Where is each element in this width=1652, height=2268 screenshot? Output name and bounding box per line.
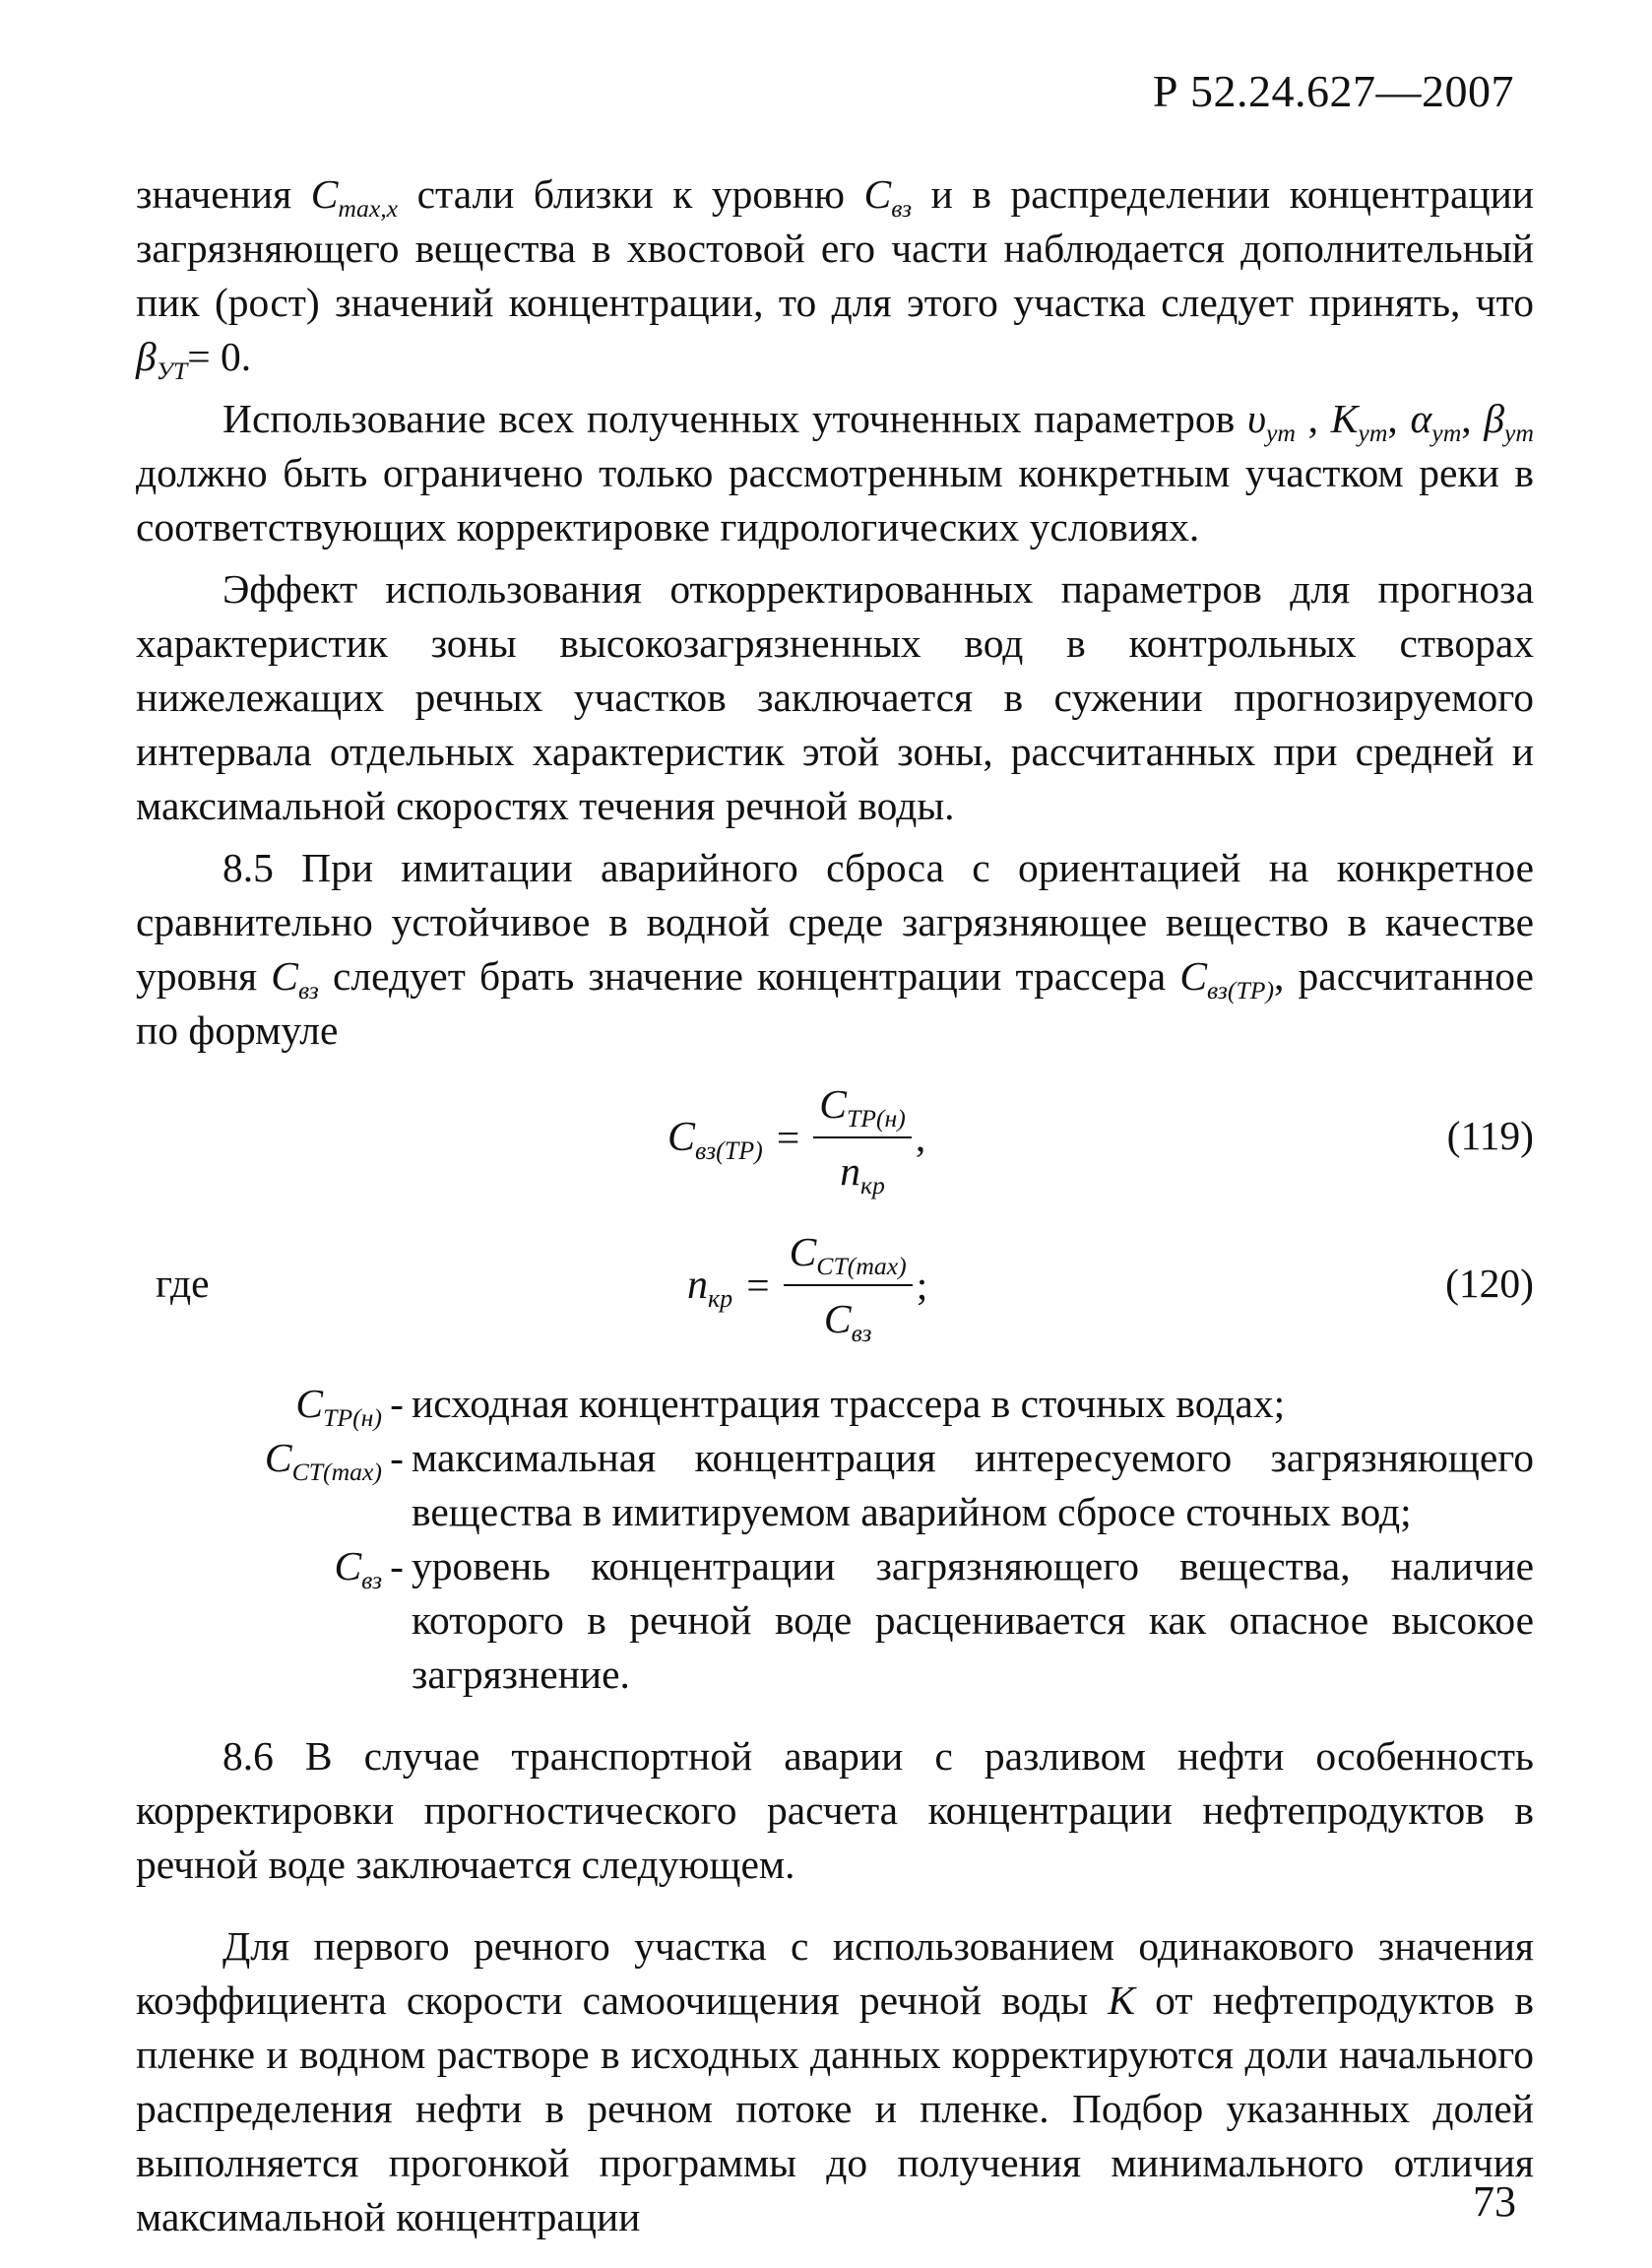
formula-120 [136, 1211, 1534, 1369]
symbol-c-vz: $C_{вз}$ [271, 953, 319, 1004]
symbol-v-ut: $\upsilon_{ут}$ [1246, 396, 1296, 447]
text-run: и в распределении концентрации загрязняющего вещества в хвостовой его части наблюдается дополнительный пик (рост) значений концентрации, то для этого участка следует принять, что [136, 171, 1534, 325]
definition-item [136, 1539, 1534, 1702]
symbol-c-vz: $C_{вз}$ [863, 171, 913, 223]
symbol-c-max-x: $C_{max,x}$ [310, 171, 399, 223]
fraction-denominator: $n_{кр}$ [840, 1148, 885, 1199]
definition-symbol: $C_{СТ(max)}$ [264, 1435, 382, 1486]
where-label: где [156, 1261, 210, 1306]
text-run: , [1461, 396, 1485, 441]
symbol-k: K [1108, 1977, 1135, 2023]
definition-text: максимальная концентрация интересуемого загрязняющего вещества в имитируемом аварийном сбросе сточных вод; [412, 1435, 1534, 1534]
paragraph-parameters-usage [136, 392, 1534, 554]
fraction-numerator: $C_{ТР(н)}$ [813, 1075, 912, 1138]
definition-text: исходная концентрация трассера в сточных водах; [412, 1381, 1286, 1426]
equals-sign: = [746, 1262, 770, 1308]
symbol-k-ut: $K_{ут}$ [1330, 396, 1388, 447]
page-number: 73 [1473, 2177, 1516, 2226]
paragraph-section-8-6: 8.6 В случае транспортной аварии с разливом нефти особенность корректировки прогностического расчета концентрации нефтепродуктов в речной воде заключается следующем. [136, 1733, 1534, 1887]
symbol-alpha-ut: $\alpha_{ут}$ [1410, 396, 1462, 447]
definition-item [136, 1377, 1534, 1431]
text-run: должно быть ограничено только рассмотренным конкретным участком реки в соответствующих корректировке гидрологических условиях. [136, 450, 1534, 550]
text-run: стали близки к уровню [398, 171, 864, 217]
definition-dash: - [390, 1381, 404, 1426]
paragraph-continuation [136, 167, 1534, 384]
equation-number: (119) [1446, 1113, 1534, 1158]
fraction-numerator: $C_{СТ(max)}$ [784, 1223, 913, 1286]
symbol-definitions [136, 1377, 1534, 1702]
standard-code: Р 52.24.627—2007 [1152, 66, 1514, 116]
text-run: = 0. [187, 334, 252, 379]
definition-dash: - [390, 1435, 404, 1480]
text-run: от нефтепродуктов в пленке и водном растворе в исходных данных корректируются доли начального распределения нефти в речном потоке и пленке. Подбор указанных долей выполняется прогонкой программы до получения минимального отличия максимальной концентрации [136, 1977, 1534, 2239]
paragraph-first-river-section [136, 1919, 1534, 2244]
fraction-denominator: $C_{вз}$ [823, 1296, 872, 1347]
text-run: значения [136, 171, 311, 217]
definition-symbol: $C_{ТР(н)}$ [295, 1381, 382, 1432]
paragraph-section-8-5 [136, 841, 1534, 1058]
symbol-beta-ut: $\beta_{ут}$ [1484, 396, 1535, 447]
paragraph-effect: Эффект использования откорректированных параметров для прогноза характеристик зоны высокозагрязненных вод в контрольных створах нижележащих речных участков заключается в сужении прогнозируемого интервала отдельных характеристик этой зоны, рассчитанных при средней и максимальной скоростях течения речной воды. [136, 566, 1534, 828]
equals-sign: = [776, 1114, 800, 1160]
fraction [813, 1075, 912, 1199]
fraction [784, 1223, 913, 1347]
formula-119-expression [667, 1064, 925, 1211]
formula-120-expression [687, 1211, 927, 1359]
definition-symbol: $C_{вз}$ [334, 1543, 382, 1594]
formula-punctuation: , [915, 1114, 926, 1160]
equation-number: (120) [1445, 1261, 1534, 1306]
page-header [1153, 65, 1514, 117]
symbol-c-vz-tr: $C_{вз(ТР)}$ [1179, 953, 1275, 1004]
text-run: , рассчитанное по формуле [136, 953, 1534, 1053]
text-run: Для первого речного участка с использованием одинакового значения коэффициента скорости самоочищения речной воды [136, 1923, 1534, 2023]
text-run: следует брать значение концентрации трассера [318, 953, 1180, 999]
definition-text: уровень концентрации загрязняющего вещества, наличие которого в речной воде расценивается как опасное высокое загрязнение. [412, 1543, 1534, 1697]
formula-punctuation: ; [916, 1262, 928, 1308]
text-run: , [1387, 396, 1411, 441]
text-run: , [1296, 396, 1331, 441]
formula-lhs: $n_{кр}$ [687, 1262, 733, 1313]
text-run: Использование всех полученных уточненных параметров [222, 396, 1247, 441]
definition-item [136, 1431, 1534, 1539]
formula-119 [136, 1064, 1534, 1211]
symbol-beta-ut: $\beta_{УТ}$ [136, 334, 188, 385]
formula-lhs: $C_{вз(ТР)}$ [667, 1114, 763, 1165]
text-run: 8.5 При имитации аварийного сброса с ориентацией на конкретное сравнительно устойчивое в водной среде загрязняющее вещество в качестве уровня [136, 845, 1534, 999]
definition-dash: - [390, 1543, 404, 1588]
document-body [136, 167, 1534, 2244]
